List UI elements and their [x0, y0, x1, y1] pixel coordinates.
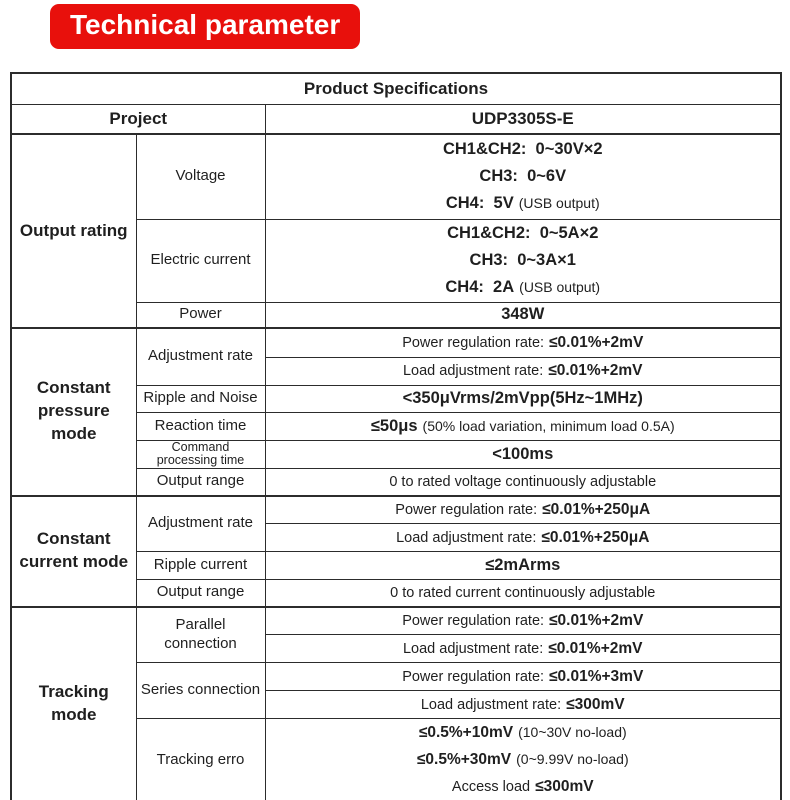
technical-parameter-badge: Technical parameter	[50, 4, 360, 49]
model-header-cell: UDP3305S-E	[265, 104, 781, 134]
section-label-output-rating: Output rating	[11, 134, 136, 328]
row-label-ripple-current: Ripple current	[136, 552, 265, 580]
parallel-power-regulation-cell: Power regulation rate: ≤0.01%+2mV	[265, 607, 781, 635]
project-header-cell: Project	[11, 104, 265, 134]
cp-load-adjustment-cell: Load adjustment rate: ≤0.01%+2mV	[265, 357, 781, 385]
voltage-line: CH1&CH2: 0~30V×2	[442, 140, 603, 159]
row-label-cp-output-range: Output range	[136, 469, 265, 496]
section-label-constant-current-mode: Constant current mode	[11, 496, 136, 607]
row-label-cc-adjustment-rate: Adjustment rate	[136, 496, 265, 552]
row-label-cp-adjustment-rate: Adjustment rate	[136, 328, 265, 385]
row-label-voltage: Voltage	[136, 134, 265, 219]
row-label-ripple-and-noise: Ripple and Noise	[136, 385, 265, 412]
electric-current-values-cell	[265, 219, 781, 302]
voltage-line: CH4: 5V (USB output)	[445, 194, 600, 213]
row-label-reaction-time: Reaction time	[136, 412, 265, 440]
command-processing-value-cell: <100ms	[265, 440, 781, 469]
cc-output-range-value-cell: 0 to rated current continuously adjustable	[265, 580, 781, 607]
section-label-tracking-mode: Tracking mode	[11, 607, 136, 800]
voltage-line: CH3: 0~6V	[479, 167, 567, 186]
cc-load-adjustment-cell: Load adjustment rate: ≤0.01%+250μA	[265, 524, 781, 552]
tracking-error-values-cell	[265, 719, 781, 800]
row-label-series-connection: Series connection	[136, 663, 265, 719]
ripple-current-value-cell: ≤2mArms	[265, 552, 781, 580]
tracking-error-line: ≤0.5%+30mV (0~9.99V no-load)	[416, 751, 629, 768]
row-label-parallel-connection: Parallel connection	[136, 607, 265, 663]
tracking-error-line: ≤0.5%+10mV (10~30V no-load)	[418, 724, 627, 741]
current-line: CH3: 0~3A×1	[469, 251, 576, 269]
row-label-power: Power	[136, 302, 265, 328]
current-line: CH4: 2A (USB output)	[445, 278, 601, 296]
reaction-time-value-cell: ≤50μs (50% load variation, minimum load 0.5A)	[265, 412, 781, 440]
series-load-adjustment-cell: Load adjustment rate: ≤300mV	[265, 691, 781, 719]
cc-power-regulation-cell: Power regulation rate: ≤0.01%+250μA	[265, 496, 781, 524]
voltage-values-cell	[265, 134, 781, 219]
parallel-load-adjustment-cell: Load adjustment rate: ≤0.01%+2mV	[265, 635, 781, 663]
row-label-tracking-error: Tracking erro	[136, 719, 265, 800]
ripple-noise-value-cell: <350μVrms/2mVpp(5Hz~1MHz)	[265, 385, 781, 412]
product-specifications-table	[10, 72, 782, 800]
table-title: Product Specifications	[11, 73, 781, 104]
row-label-command-processing-time: Command processing time	[136, 440, 265, 469]
tracking-error-line: Access load ≤300mV	[451, 778, 594, 795]
cp-power-regulation-cell: Power regulation rate: ≤0.01%+2mV	[265, 328, 781, 357]
series-power-regulation-cell: Power regulation rate: ≤0.01%+3mV	[265, 663, 781, 691]
row-label-cc-output-range: Output range	[136, 580, 265, 607]
section-label-constant-pressure-mode: Constant pressure mode	[11, 328, 136, 496]
current-line: CH1&CH2: 0~5A×2	[447, 224, 599, 242]
power-value-cell: 348W	[265, 302, 781, 328]
row-label-electric-current: Electric current	[136, 219, 265, 302]
cp-output-range-value-cell: 0 to rated voltage continuously adjustable	[265, 469, 781, 496]
